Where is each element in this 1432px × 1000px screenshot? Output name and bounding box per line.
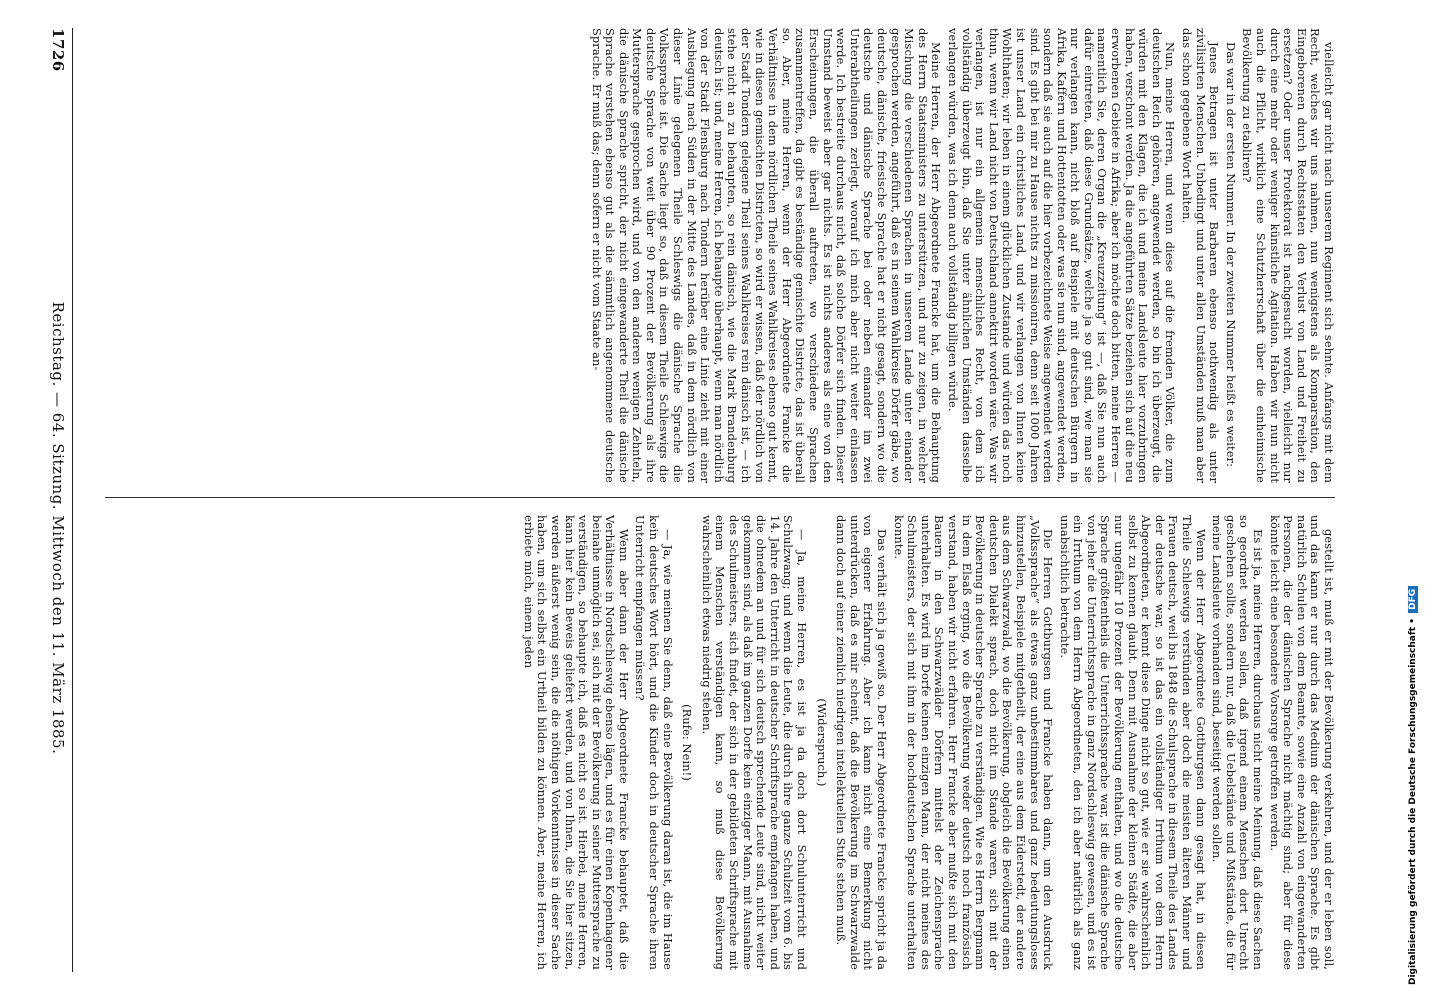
paragraph: Es ist ja, meine Herren, durchaus nicht meine Meinung, daß diese Sachen so geordnet werden sollen, daß irgend einem Menschen dort Unrecht geschehen sollte, sondern nur, daß die Uebelstände und Mißstände, die für meine Landsleute vorhanden sind, beseitigt werden sollen. <box>1210 515 1266 970</box>
paragraph: Das verhält sich ja gewiß so. Der Herr Abgeordnete Francke spricht ja da von eigener Erfahrung. Aber ich kann nicht eine Bemerkung nicht unterdrücken, daß es mir scheint, daß die Bevölkerung im Schwarzwalde dann doch auf einer ziemlich niedrigen intellektuellen Stufe stehen muß. <box>834 515 889 970</box>
paragraph: gestellt ist, muß er mit der Bevölkerung verkehren, und der er leben soll, und das kann er nur durch das Medium der dänischen Sprache. Es gibt natürlich Schulen von dem Beamte, sowie eine Anzahl von eingewanderten Personen, die der dänischen Sprache nicht mächtig sind; aber für diese könnte leicht eine besondere Vorsorge getroffen werden. <box>1267 515 1336 970</box>
page-header <box>41 28 75 972</box>
right-column <box>85 515 1335 970</box>
paragraph: — Ja, wie meinen Sie denn, daß eine Bevölkerung daran ist, die im Hause kein deutsches Wort hört, und die Kinder doch in deutscher Sprache ihren Unterricht empfangen müssen? <box>633 515 675 970</box>
paragraph: Die Herren Gottburgsen und Francke haben dann, um den Ausdruck „Volkssprache“ als etwas ganz unbestimmbares und ganz bedeutungsloses hinzustellen, Beispiele mitgetheilt, der eine aus dem Eiderstedt, der andere aus dem Schwarzwald, wo die Bevölkerung, obgleich die Bevölkerung einen deutschen Dialekt sprach, doch nicht im Stande waren, sich mit der Bevölkerung in deutscher Sprache zu verständigen. Wie es Herrn Bergmann in dem Elsaß erging, wo die Bevölkerung weder deutsch noch französisch verstand, haben wir nicht erfahren. Herr Francke aber mußte sich mit den Bauern in den Schwarzwälder Dörfern mittelst der Zeichensprache unterhalten. Es wird im Dorfe keinen einzigen Mann, der nicht meines des Schulmeisters, der sich mit ihm in der hochdeutschen Sprache unterhalten konnte. <box>891 515 1056 970</box>
interjection: (Widerspruch.) <box>814 698 829 787</box>
paragraph: Das war in der ersten Nummer. In der zweiten Nummer heißt es weiter: <box>1223 42 1238 468</box>
quote-paragraph: Jenes Betragen ist unter Barbaren ebenso nothwendig als unter zivilisirten Menschen. Unbedingt und unter allen Umständen muß man aber das schon gegebene Wort halten. <box>1180 28 1222 483</box>
dfg-logo: DFG <box>1408 586 1418 613</box>
column-divider <box>105 497 1335 498</box>
paragraph: Meine Herren, der Herr Abgeordnete Francke hat, um die Behauptung des Herrn Staatsministers zu unterstützen, und nur zu zeigen, in welcher Mischung die verschiedenen Sprachen in unserem Lande unter einander gesprochen werden, angeführt, daß es in seinem Wahlkreise Dörfer gäbe, wo deutsche, dänische, friesische Sprache hat er nicht gesagt, sondern wo die deutsche und dänische Sprache bei oder neben einander im zwei Unterabtheilungen zerlegt, worauf ich mich aber nicht weiter einlassen werde. Ich bestreite durchaus nicht, daß solche Dörfer sich finden. Dieser Umstand beweist aber gar nichts. Es ist nichts anderes als eine von den Erscheinungen, die überall auftreten, wo verschiedene Sprachen zusammentreffen, da gibt es beständige gemischte Districte, das ist überall so. Aber, meine Herren, wenn der Herr Abgeordnete Francke die Verhältnisse in dem nördlichen Theile seines Wahlkreises ebenso gut kennt, wie in diesen gemischten Districten, so wird er wissen, daß der nördlich von der Stadt Tondern gelegene Theil seines Wahlkreises rein dänisch ist, — ich stehe nicht an zu behaupten, so rein dänisch, wie die Mark Brandenburg deutsch ist; und, meine Herren, ich behaupte überhaupt, wenn man nördlich von der Stadt Flensburg nach Tondern herüber eine Linie zieht mit einer Ausbiegung nach Süden in der Mitte des Landes, daß in dem nördlich von dieser Linie gelegenen Theile Schleswigs die dänische Sprache die Volkssprache ist. Die Sache liegt so, daß in diesem Theile Schleswigs die deutsche Sprache von weit über 90 Prozent der Bevölkerung als ihre Muttersprache gesprochen wird, und von den anderen wenigen Zehnteln, die dänische Sprache spricht, der nicht eingewanderte Theil die dänische Sprache verstehen ebenso gut als die sämmtlich angenommene deutsche Sprache. Er muß das; denn sofern er nicht vom Staate an- <box>589 28 944 483</box>
paragraph: Nun, meine Herren, und wenn diese auf die fremden Völker, die zum deutschen Reich gehören, angewendet werden, so bin ich überzeugt, die würden mit den Klagen, die ich und meine Landsleute hier vorzubringen haben, verschont werden. Ja die angeführten Sätze beziehen sich auf die neu erworbenen Gebiete in Afrika; aber ich möchte doch bitten, meine Herren — namentlich Sie, deren Organ die „Kreuzzeitung“ ist —, daß Sie nun auch dafür eintreten, daß diese Grundsätze, welche ja so gut sind, wie man sie nur verlangen kann, nicht bloß auf Beispiele mit deutschen Bürgern in Afrika, Kaffern und Hottentotten oder was sie nun sind, angewendet werden, sondern daß sie auch auf die hier vorbezeichnete Weise angewendet werden sind. Es gibt bei mir zu Hause nichts zu missioniren, denn seit 1000 Jahren ist unser Land ein christliches Land, und wir verlangen von Ihnen keine Wohlthaten; wir leben in einem glücklichen Zustande und würden das noch thun, wenn wir Land nicht von Deutschland annektirt worden wäre. Was wir verlangen, ist nur ein allgemein menschliches Recht, von dem ich vollständig überzeugt bin, daß Sie unter ähnlichen Umständen dasselbe verlangen würden, was ich denn auch vollständig billigen würde. <box>945 28 1178 483</box>
header-rule <box>72 28 73 972</box>
interjection: (Rufe: Nein!) <box>680 704 695 781</box>
funding-note <box>1408 586 1418 985</box>
paragraph: vielleicht gar nicht nach unserem Regiment sich sehnte. Anfangs mit dem Recht, welches wir uns nahmen, nun wenigstens als Komparsation, den Eingeborenen durch Rechtsstaten den Verlust von Land und Freiheit zu ersetzen? Oder unser Protektorat ist nachgesucht worden, vielleicht nur durch eine mehr oder weniger künstliche Agitation. Haben wir nun nicht auch die Pflicht, wirklich eine Schutzherrschaft über die einheimische Bevölkerung zu etabliren? <box>1240 28 1336 483</box>
left-column <box>85 28 1335 483</box>
paragraph: Wenn der Herr Abgeordnete Gottburgsen dann gesagt hat, in diesen Theile Schleswigs verstünden aber doch die meisten älteren Männer und Frauen deutsch, weil bis 1848 die Schulsprache in diesem Theile des Landes der deutsche war, so ist das ein vollständiger Irrthum von dem Herrn Abgeordneten, er kennt diese Dinge nicht so gut, wie er sie wahrscheinlich selbst zu kennen glaubt. Denn mit Ausnahme der kleinen Städte, die aber nur ungefähr 10 Prozent der Bevölkerung enthalten, und wo die deutsche Sprache größtentheils die Unterrichtssprache war, ist die dänische Sprache von jeher die Unterrichtssprache in ganz Nordschleswig gewesen, und es ist ein Irrthum von dem Herrn Abgeordneten, den ich aber natürlich als ganz unabsichtlich betrachte. <box>1057 515 1208 970</box>
running-title: Reichstag. — 64. Sitzung. Mittwoch den 11. März 1885. <box>49 301 67 755</box>
funding-text: Digitalisierung gefördert durch die Deutsche Forschungsgemeinschaft • <box>1408 618 1418 985</box>
page-number: 1726 <box>49 28 67 72</box>
paragraph: Wenn aber dann der Herr Abgeordnete Francke behauptet, daß die Verhältnisse in Nordschleswig ebenso lägen, und es für einen Kopenhagener beinahe unmöglich sei, sich mit der Bevölkerung in seiner Muttersprache zu verständigen, so behaupte ich, daß es nicht so ist. Hierbei, meine Herren, kann hier kein Beweis geliefert werden, und von Ihnen, die Sie hier sitzen, werden äußerst wenig sein, die die nöthigen Vorkenntnisse in dieser Sache haben, um sich selbst ein Urtheil bilden zu können. Aber, meine Herren, ich erbiete mich, einem jeden <box>521 515 631 970</box>
paragraph: — Ja, meine Herren, es ist ja da doch dort Schulunterricht und Schulzwang; und wenn die Leute, die durch ihre ganze Schulzeit vom 6. bis 14. Jahre den Unterricht in deutscher Schriftsprache empfangen haben, und die ohnedem an und für sich deutsch sprechende Leute sind, nicht weiter gekommen sind, als daß im ganzen Dorfe kein einziger Mann, mit Ausnahme des Schulmeisters, sich findet, der sich in der gebildeten Schriftsprache mit einem Menschen verständigen kann, so muß diese Bevölkerung wahrscheinlich etwas niedrig stehen. <box>699 515 810 970</box>
